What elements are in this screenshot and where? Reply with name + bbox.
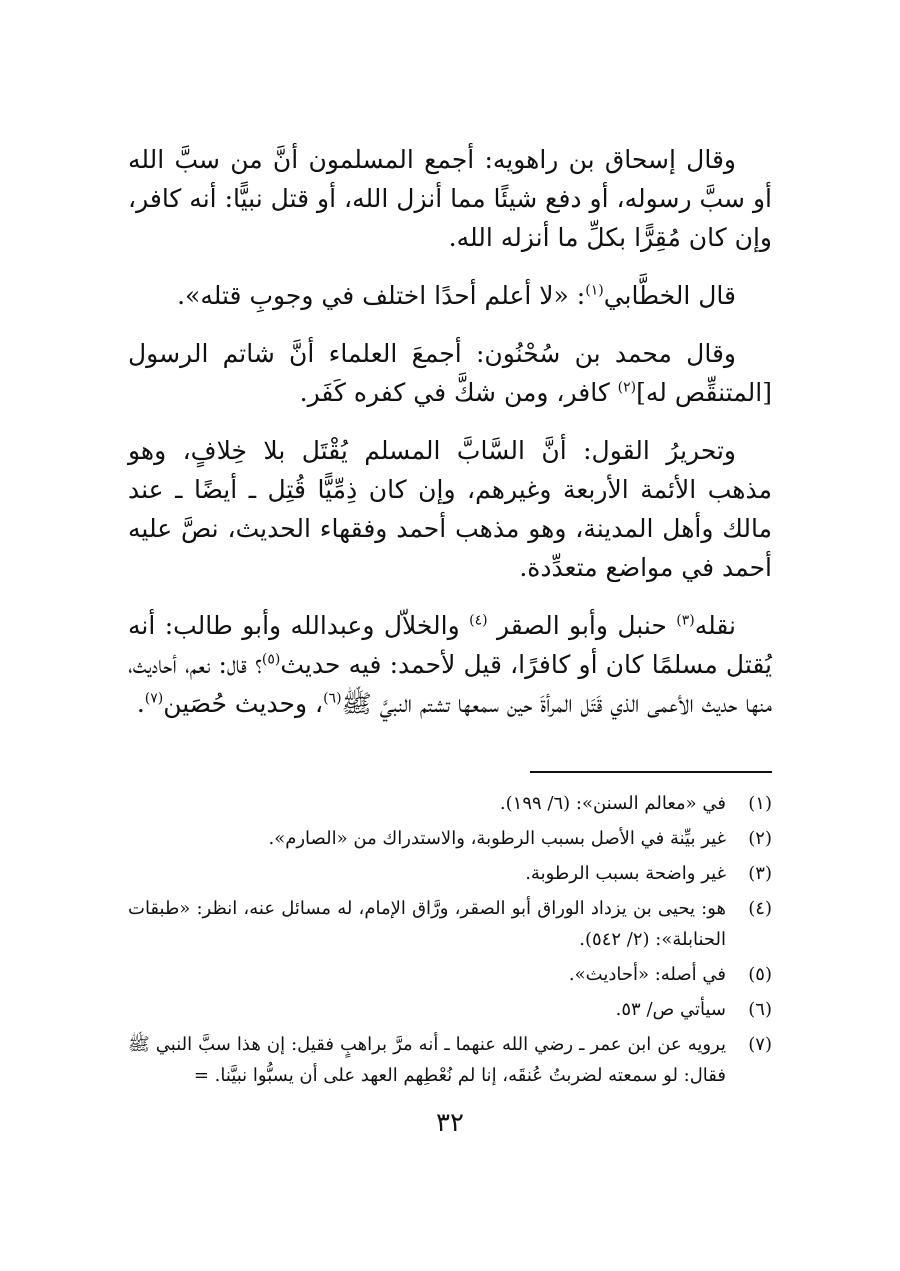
footnote-marker[interactable]: (١) [585,282,604,299]
paragraph-2 [128,276,772,315]
footnote-text: هو: يحيى بن يزداد الوراق أبو الصقر، ورَّاق الإمام، له مسائل عنه، انظر: «طبقات الحنابلة»: (٢/ ٥٤٢). [128,898,726,950]
footnote-marker[interactable]: (٥) [261,651,281,668]
paragraph-text: حنبل وأبو الصقر [487,611,677,640]
footnote-item [128,788,772,819]
paragraph-4 [128,431,772,587]
footnote-marker[interactable]: (٧) [144,690,164,707]
paragraph-text: وقال إسحاق بن راهويه: أجمع المسلمون أنَّ من سبَّ الله أو سبَّ رسوله، أو دفع شيئًا مما أنزل الله، أو قتل نبيًّا: أنه كافر، وإن كان مُقِرًّا بكلِّ ما أنزله الله. [128,145,772,252]
footnote-number: (٧) [748,1034,772,1055]
footnote-text: غير واضحة بسبب الرطوبة. [525,863,726,884]
paragraph-text: ، وحديث حُصَين [163,689,324,718]
footnote-number: (١) [748,793,772,814]
footnote-item [128,823,772,854]
footnote-item [128,893,772,955]
footnote-item [128,994,772,1025]
paragraph-5 [128,606,772,723]
footnotes-section [128,788,772,1095]
footnote-text: في أصله: «أحاديث». [568,964,726,985]
paragraph-1 [128,140,772,257]
footnote-marker[interactable]: (٢) [617,379,637,396]
footnote-text: غير بيِّنة في الأصل بسبب الرطوبة، والاستدراك من «الصارم». [268,828,726,849]
footnote-separator-rule [530,771,772,773]
footnote-text: في «معالم السنن»: (٦/ ١٩٩). [499,793,726,814]
paragraph-text: . [136,689,145,718]
paragraph-text: : «لا أعلم أحدًا اختلف في وجوبِ قتله». [177,281,586,310]
paragraph-3 [128,334,772,412]
paragraph-text: والخلاّل وعبدالله وأبو طالب: أنه يُقتل مسلمًا كان أو كافرًا، قيل لأحمد: فيه حديث [128,611,772,679]
footnote-number: (٤) [748,898,772,919]
footnote-item [128,959,772,990]
footnote-text: يرويه عن ابن عمر ـ رضي الله عنهما ـ أنه مرَّ براهبٍ فقيل: إن هذا سبَّ النبي ﷺ فقال: لو سمعته لضربتُ عُنقَه، إنا لم نُعْطِهم العهد على أن يسبُّوا نبيَّنا. = [128,1034,726,1086]
footnote-marker[interactable]: (٣) [676,612,695,629]
footnote-number: (٢) [748,828,772,849]
paragraph-text: وقال محمد بن سُحْنُون: أجمعَ العلماء أنَّ شاتم الرسول [المتنقِّص له] [128,339,772,407]
main-text-body [128,140,772,742]
footnote-number: (٥) [748,964,772,985]
footnote-marker[interactable]: (٤) [469,612,488,629]
page-number: ٣٢ [436,1108,464,1138]
paragraph-text: قال الخطَّابي [603,281,736,310]
footnote-text: سيأتي ص/ ٥٣. [615,999,726,1020]
footnote-item [128,1029,772,1091]
paragraph-text: وتحريرُ القول: أنَّ السَّابَّ المسلم يُقْتَل بلا خِلافٍ، وهو مذهب الأئمة الأربعة وغيرهم، وإن كان ذِمِّيًّا قُتِل ـ أيضًا ـ عند مالك وأهل المدينة، وهو مذهب أحمد وفقهاء الحديث، نصَّ عليه أحمد في مواضع متعدِّدة. [128,436,772,582]
paragraph-text: ؟ قال: نعم، أحاديث، منها حديث الأعمى الذي قَتَل المرأةَ حين سمعها تشتم النبيَّ ﷺ [128,650,772,718]
paragraph-text: كافر، ومن شكَّ في كفره كَفَر. [299,378,618,407]
footnote-number: (٣) [748,863,772,884]
footnote-marker[interactable]: (٦) [323,690,342,707]
footnote-number: (٦) [748,999,772,1020]
paragraph-text: نقله [694,611,736,640]
footnote-item [128,858,772,889]
